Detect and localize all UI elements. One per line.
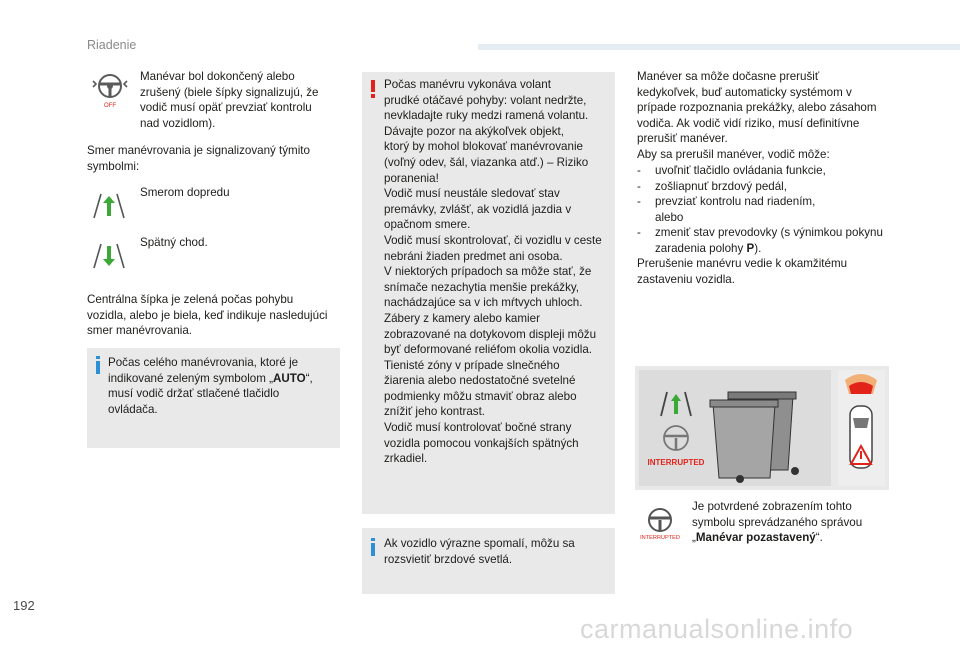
list-item: - prevziať kontrolu nad riadením, alebo bbox=[637, 195, 816, 224]
warning-text: Počas manévru vykonáva volant prudké otáčavé pohyby: volant nedržte, nevkladajte ruky medzi ramená volantu. Dávajte pozor na akýkoľvek objekt, ktorý by mohol blokovať manévrovanie (voľný odev, šál, viazanka atď.) – Riziko poranenia! Vodič musí neustále sledovať stav premávky, zvlášť, ak vozidlá jazdia v opačnom smere. Vodič musí skontrolovať, či vozidlu v ceste nebráni žiaden predmet ani osoba. V niektorých prípadoch sa môže stať, že snímače nezachytia menšie prekážky, nachádzajúce sa v ich mŕtvych uhloch. Zábery z kamery alebo kamier zobrazované na dotykovom displeji môžu byť deformované reliéfom okolia vozidla. Tienisté zóny v prípade slnečného žiarenia alebo nedostatočné svetelné podmienky môžu stmaviť obraz alebo znížiť jeho kontrast. Vodič musí kontrolovať bočné strany vozidla pomocou vonkajších spätných zrkadiel. bbox=[384, 78, 602, 466]
center-arrow-text: Centrálna šípka je zelená počas pohybu vozidla, alebo je biela, keď indikuje nasledujúci smer manévrovania. bbox=[87, 293, 328, 338]
steering-interrupted-icon bbox=[638, 508, 682, 542]
arrow-reverse-icon bbox=[91, 240, 127, 272]
header-accent-bar bbox=[478, 44, 960, 50]
off-label: OFF bbox=[104, 103, 116, 109]
confirm-icon-label: INTERRUPTED bbox=[640, 535, 680, 541]
stop-text: Prerušenie manévru vedie k okamžitému zastaveniu vozidla. bbox=[637, 257, 848, 286]
info-note-box bbox=[87, 348, 340, 448]
list-item: - zošliapnuť brzdový pedál, bbox=[637, 179, 787, 193]
arrow-forward-icon bbox=[91, 190, 127, 222]
list-item: - zmeniť stav prevodovky (s výnimkou pokynu zaradenia polohy P). bbox=[637, 226, 883, 255]
warning-note-box bbox=[362, 72, 615, 514]
info-note-box-2 bbox=[362, 528, 615, 594]
warning-icon bbox=[370, 80, 376, 98]
info-icon bbox=[95, 356, 101, 374]
page-number: 192 bbox=[13, 598, 35, 613]
interrupted-illustration bbox=[635, 366, 889, 490]
info-note-text: Počas celého manévrovania, ktoré je indikované zeleným symbolom „AUTO“, musí vodič držať stlačené tlačidlo ovládača. bbox=[108, 356, 313, 416]
forward-label: Smerom dopredu bbox=[140, 186, 230, 199]
section-title: Riadenie bbox=[87, 38, 137, 52]
list-item: - uvoľniť tlačidlo ovládania funkcie, bbox=[637, 164, 826, 177]
completed-text: Manévar bol dokončený alebo zrušený (biele šípky signalizujú, že vodič musí opäť prevziať kontrolu nad vozidlom). bbox=[140, 70, 319, 130]
info-icon-2 bbox=[370, 538, 376, 556]
illustration-interrupted-label: INTERRUPTED bbox=[647, 458, 705, 467]
steering-off-icon bbox=[90, 72, 130, 110]
interrupt-intro: Manéver sa môže dočasne prerušiť kedykoľvek, buď automaticky systémom v prípade rozpoznania prekážky, alebo zásahom vodiča. Ak vodič vidí riziko, musí definitívne prerušiť manéver. Aby sa prerušil manéver, vodič môže: bbox=[637, 70, 877, 161]
confirm-text: Je potvrdené zobrazením tohto symbolu sprevádzaného správou „Manévar pozastavený“. bbox=[692, 500, 863, 545]
interrupt-options-list bbox=[637, 163, 907, 257]
info-note-text-2: Ak vozidlo výrazne spomalí, môžu sa rozsvietiť brzdové svetlá. bbox=[384, 537, 575, 566]
direction-intro: Smer manévrovania je signalizovaný týmito symbolmi: bbox=[87, 144, 310, 173]
reverse-label: Spätný chod. bbox=[140, 236, 208, 249]
watermark: carmanualsonline.info bbox=[580, 614, 854, 644]
